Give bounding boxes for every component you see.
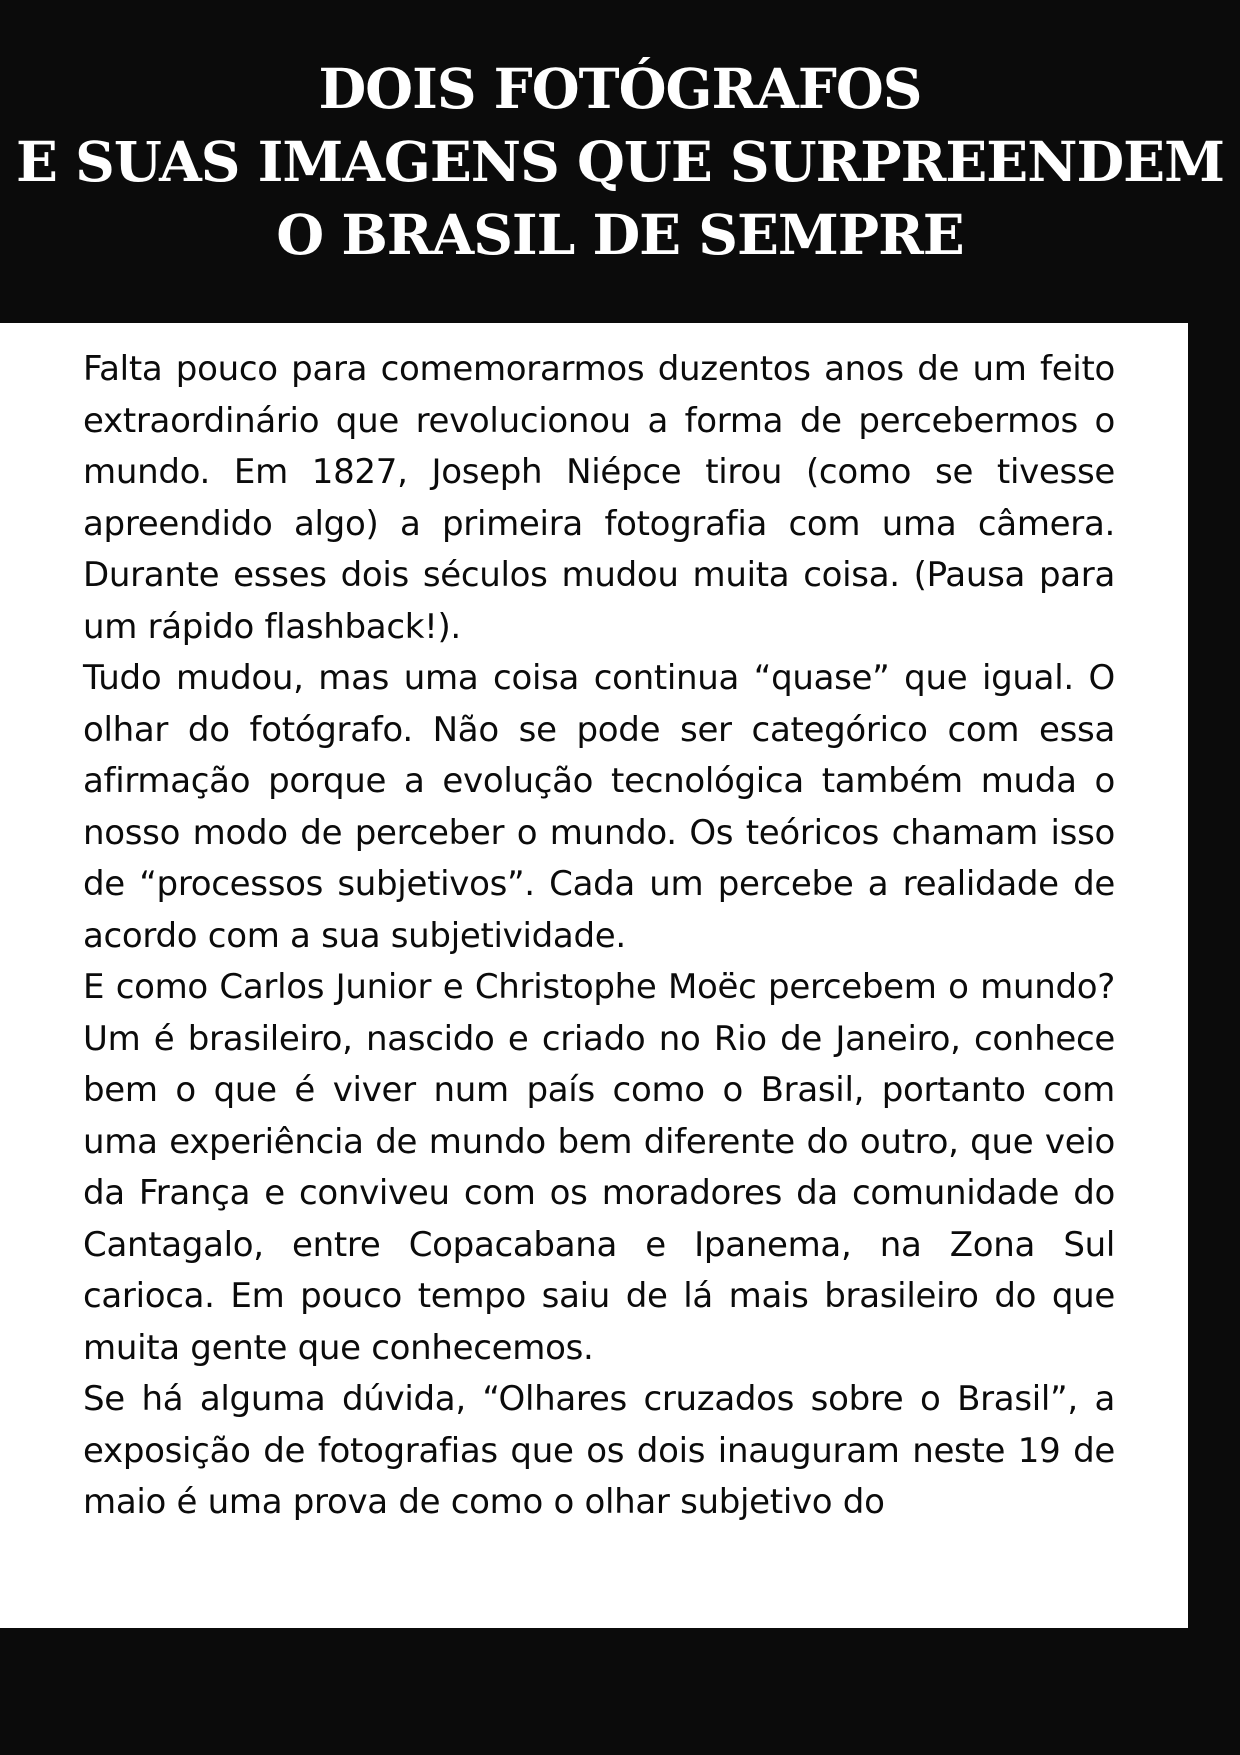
- paragraph-1: Falta pouco para comemorarmos duzentos anos de um feito extraordinário que revolucionou a forma de percebermos o mundo. Em 1827, Joseph Niépce tirou (como se tivesse apreendido algo) a primeira fotografia com uma câmera. Durante esses dois séculos mudou muita coisa. (Pausa para um rápido flashback!).: [83, 349, 1115, 647]
- paragraph-2: Tudo mudou, mas uma coisa continua “quase” que igual. O olhar do fotógrafo. Não se pode ser categórico com essa afirmação porque a evolução tecnológica também muda o nosso modo de perceber o mundo. Os teóricos chamam isso de “processos subjetivos”. Cada um percebe a realidade de acordo com a sua subjetividade.: [83, 658, 1115, 956]
- title-line-1: DOIS FOTÓGRAFOS: [318, 56, 922, 121]
- page-title: [0, 52, 1240, 271]
- title-line-2: E SUAS IMAGENS QUE SURPREENDEM: [16, 129, 1224, 194]
- header-band: [0, 0, 1240, 323]
- paragraph-4: Se há alguma dúvida, “Olhares cruzados sobre o Brasil”, a exposição de fotografias que os dois inauguram neste 19 de maio é uma prova de como o olhar subjetivo do: [83, 1379, 1115, 1522]
- footer-band: [0, 1628, 1240, 1755]
- title-line-3: O BRASIL DE SEMPRE: [276, 202, 964, 267]
- article-body: [83, 344, 1115, 1529]
- paragraph-3: E como Carlos Junior e Christophe Moëc percebem o mundo? Um é brasileiro, nascido e criado no Rio de Janeiro, conhece bem o que é viver num país como o Brasil, portanto com uma experiência de mundo bem diferente do outro, que veio da França e conviveu com os moradores da comunidade do Cantagalo, entre Copacabana e Ipanema, na Zona Sul carioca. Em pouco tempo saiu de lá mais brasileiro do que muita gente que conhecemos.: [83, 967, 1115, 1368]
